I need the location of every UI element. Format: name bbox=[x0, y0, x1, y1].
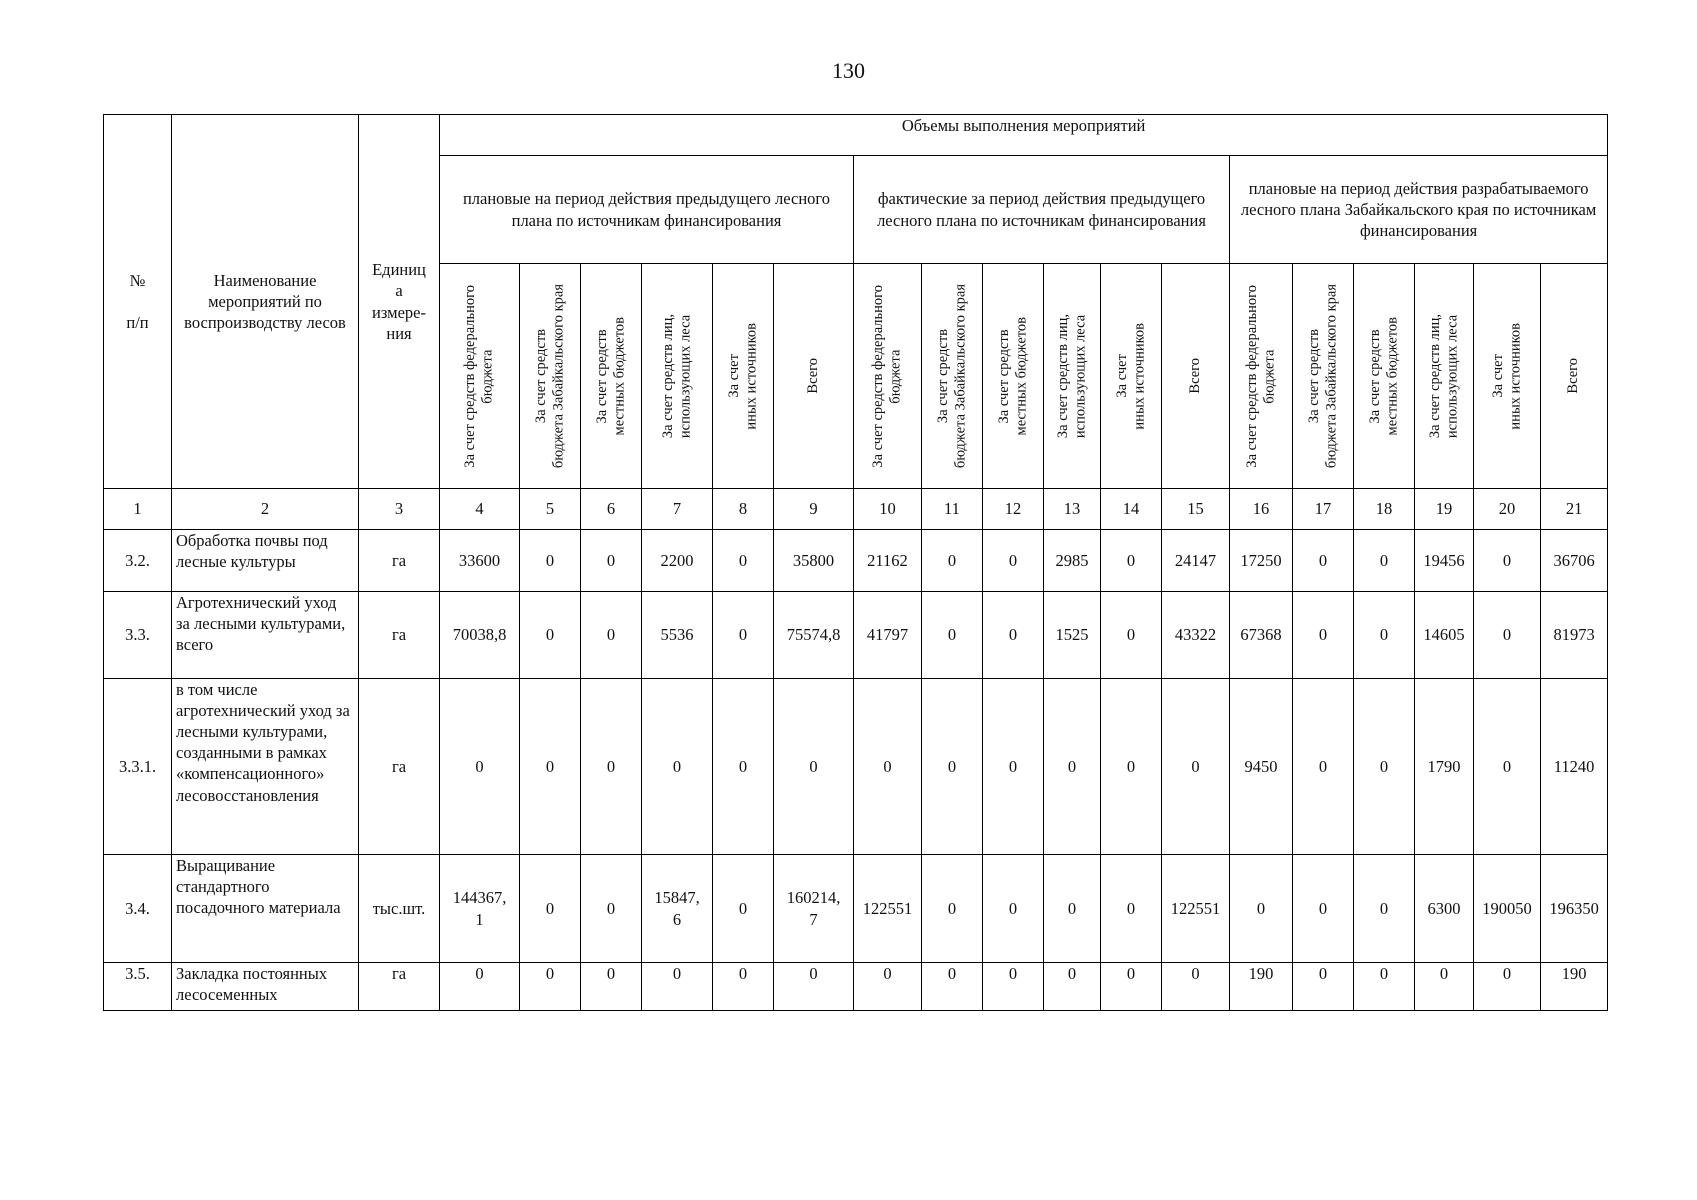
value-cell: 41797 bbox=[854, 592, 922, 679]
value-cell: 24147 bbox=[1162, 530, 1230, 592]
value-cell: 67368 bbox=[1230, 592, 1293, 679]
column-number: 5 bbox=[520, 489, 581, 530]
column-number: 15 bbox=[1162, 489, 1230, 530]
row-name-cell: Обработка почвы под лесные культуры bbox=[172, 530, 359, 592]
column-number: 20 bbox=[1474, 489, 1541, 530]
value-cell: 2200 bbox=[642, 530, 713, 592]
value-cell: 1790 bbox=[1415, 679, 1474, 855]
value-cell: 0 bbox=[1293, 679, 1354, 855]
header-sub-label: Всего bbox=[804, 358, 821, 394]
value-cell: 0 bbox=[1474, 963, 1541, 1011]
value-cell: 70038,8 bbox=[440, 592, 520, 679]
value-cell: 0 bbox=[1354, 855, 1415, 963]
page-number: 130 bbox=[832, 58, 865, 83]
value-cell: 0 bbox=[1354, 530, 1415, 592]
value-cell: 122551 bbox=[854, 855, 922, 963]
header-sub-total-group-3 bbox=[1541, 264, 1608, 489]
header-group-actual-previous: фактические за период действия предыдущего лесного плана по источникам финансирования bbox=[854, 156, 1230, 264]
table-row bbox=[104, 592, 1608, 679]
header-col-no: № п/п bbox=[104, 115, 172, 489]
row-name-cell: в том числе агротехнический уход за лесными культурами, созданными в рамках «компенсационного» лесовосстановления bbox=[172, 679, 359, 855]
column-number: 7 bbox=[642, 489, 713, 530]
header-sub-label: За счет средств бюджета Забайкальского края bbox=[1305, 283, 1339, 469]
column-number: 10 bbox=[854, 489, 922, 530]
value-cell: 75574,8 bbox=[774, 592, 854, 679]
value-cell: 9450 bbox=[1230, 679, 1293, 855]
value-cell: 0 bbox=[922, 530, 983, 592]
header-sub-label: За счет средств лиц, использующих леса bbox=[659, 313, 693, 439]
value-cell: 0 bbox=[1162, 679, 1230, 855]
header-sub-local-budget-group-2 bbox=[983, 264, 1044, 489]
value-cell: 0 bbox=[983, 592, 1044, 679]
column-number: 8 bbox=[713, 489, 774, 530]
header-sub-forest-users-group-2 bbox=[1044, 264, 1101, 489]
value-cell: 0 bbox=[713, 963, 774, 1011]
value-cell: 0 bbox=[520, 963, 581, 1011]
table-body bbox=[104, 530, 1608, 1011]
column-number: 1 bbox=[104, 489, 172, 530]
header-sub-total-group-1 bbox=[774, 264, 854, 489]
value-cell: 0 bbox=[713, 592, 774, 679]
value-cell: 122551 bbox=[1162, 855, 1230, 963]
row-name-cell: Закладка постоянных лесосеменных bbox=[172, 963, 359, 1011]
header-sub-label: Всего bbox=[1565, 358, 1582, 394]
value-cell: 5536 bbox=[642, 592, 713, 679]
forest-reproduction-table bbox=[103, 114, 1608, 1011]
table-row bbox=[104, 855, 1608, 963]
value-cell: 0 bbox=[440, 963, 520, 1011]
row-unit-cell: тыс.шт. bbox=[359, 855, 440, 963]
header-sub-local-budget-group-3 bbox=[1354, 264, 1415, 489]
column-number: 11 bbox=[922, 489, 983, 530]
value-cell: 0 bbox=[1354, 963, 1415, 1011]
header-sub-label: За счет средств бюджета Забайкальского края bbox=[532, 283, 566, 469]
value-cell: 0 bbox=[520, 679, 581, 855]
value-cell: 0 bbox=[581, 855, 642, 963]
value-cell: 0 bbox=[922, 592, 983, 679]
value-cell: 15847, 6 bbox=[642, 855, 713, 963]
header-sub-forest-users-group-1 bbox=[642, 264, 713, 489]
header-sub-local-budget-group-1 bbox=[581, 264, 642, 489]
header-sub-total-group-2 bbox=[1162, 264, 1230, 489]
value-cell: 0 bbox=[520, 530, 581, 592]
header-sub-label: За счет средств местных бюджетов bbox=[1366, 316, 1400, 436]
header-sub-regional-budget-group-3 bbox=[1293, 264, 1354, 489]
table-row bbox=[104, 679, 1608, 855]
row-number-cell: 3.3.1. bbox=[104, 679, 172, 855]
column-number: 21 bbox=[1541, 489, 1608, 530]
header-col-unit: Единиц а измере- ния bbox=[359, 115, 440, 489]
value-cell: 81973 bbox=[1541, 592, 1608, 679]
row-name-cell: Выращивание стандартного посадочного материала bbox=[172, 855, 359, 963]
value-cell: 0 bbox=[983, 963, 1044, 1011]
value-cell: 144367, 1 bbox=[440, 855, 520, 963]
header-sub-label: За счет средств бюджета Забайкальского края bbox=[934, 283, 968, 469]
header-column-numbers bbox=[104, 489, 1608, 530]
value-cell: 0 bbox=[774, 963, 854, 1011]
header-group-planned-previous: плановые на период действия предыдущего лесного плана по источникам финансирования bbox=[440, 156, 854, 264]
header-sub-label: За счет иных источников bbox=[1113, 322, 1147, 430]
value-cell: 0 bbox=[983, 679, 1044, 855]
value-cell: 0 bbox=[440, 679, 520, 855]
value-cell: 190 bbox=[1230, 963, 1293, 1011]
header-sub-label: За счет средств лиц, использующих леса bbox=[1426, 313, 1460, 439]
row-unit-cell: га bbox=[359, 592, 440, 679]
column-number: 14 bbox=[1101, 489, 1162, 530]
table-row bbox=[104, 963, 1608, 1011]
column-number: 18 bbox=[1354, 489, 1415, 530]
value-cell: 6300 bbox=[1415, 855, 1474, 963]
column-number: 16 bbox=[1230, 489, 1293, 530]
value-cell: 0 bbox=[1044, 855, 1101, 963]
value-cell: 0 bbox=[922, 963, 983, 1011]
row-unit-cell: га bbox=[359, 530, 440, 592]
column-number: 17 bbox=[1293, 489, 1354, 530]
value-cell: 0 bbox=[1474, 530, 1541, 592]
value-cell: 36706 bbox=[1541, 530, 1608, 592]
value-cell: 0 bbox=[1293, 855, 1354, 963]
row-number-cell: 3.3. bbox=[104, 592, 172, 679]
value-cell: 0 bbox=[983, 855, 1044, 963]
value-cell: 0 bbox=[1415, 963, 1474, 1011]
value-cell: 0 bbox=[1474, 592, 1541, 679]
value-cell: 0 bbox=[1101, 592, 1162, 679]
value-cell: 0 bbox=[642, 679, 713, 855]
value-cell: 190050 bbox=[1474, 855, 1541, 963]
column-number: 19 bbox=[1415, 489, 1474, 530]
value-cell: 2985 bbox=[1044, 530, 1101, 592]
value-cell: 43322 bbox=[1162, 592, 1230, 679]
value-cell: 0 bbox=[1101, 855, 1162, 963]
column-number: 2 bbox=[172, 489, 359, 530]
header-col-name: Наименование мероприятий по воспроизводству лесов bbox=[172, 115, 359, 489]
header-sub-label: За счет средств федерального бюджета bbox=[462, 284, 496, 468]
value-cell: 0 bbox=[1044, 679, 1101, 855]
header-sub-label: За счет средств федерального бюджета bbox=[870, 284, 904, 468]
column-number: 13 bbox=[1044, 489, 1101, 530]
header-sub-other-sources-group-2 bbox=[1101, 264, 1162, 489]
value-cell: 0 bbox=[1101, 530, 1162, 592]
header-sub-other-sources-group-1 bbox=[713, 264, 774, 489]
value-cell: 1525 bbox=[1044, 592, 1101, 679]
header-sub-label: За счет средств местных бюджетов bbox=[995, 316, 1029, 436]
table-row bbox=[104, 530, 1608, 592]
header-sub-regional-budget-group-1 bbox=[520, 264, 581, 489]
value-cell: 0 bbox=[1230, 855, 1293, 963]
value-cell: 0 bbox=[854, 679, 922, 855]
value-cell: 33600 bbox=[440, 530, 520, 592]
value-cell: 160214, 7 bbox=[774, 855, 854, 963]
value-cell: 0 bbox=[581, 530, 642, 592]
value-cell: 0 bbox=[713, 855, 774, 963]
row-unit-cell: га bbox=[359, 963, 440, 1011]
value-cell: 19456 bbox=[1415, 530, 1474, 592]
header-sub-federal-budget-group-1 bbox=[440, 264, 520, 489]
header-group-planned-new: плановые на период действия разрабатываемого лесного плана Забайкальского края по источникам финансирования bbox=[1230, 156, 1608, 264]
value-cell: 0 bbox=[983, 530, 1044, 592]
row-number-cell: 3.2. bbox=[104, 530, 172, 592]
value-cell: 0 bbox=[1162, 963, 1230, 1011]
value-cell: 0 bbox=[642, 963, 713, 1011]
header-sub-regional-budget-group-2 bbox=[922, 264, 983, 489]
column-number: 4 bbox=[440, 489, 520, 530]
value-cell: 0 bbox=[1293, 530, 1354, 592]
header-sub-label: За счет средств федерального бюджета bbox=[1243, 284, 1277, 468]
value-cell: 0 bbox=[1044, 963, 1101, 1011]
row-unit-cell: га bbox=[359, 679, 440, 855]
header-sub-label: За счет иных источников bbox=[725, 322, 759, 430]
value-cell: 0 bbox=[713, 530, 774, 592]
value-cell: 0 bbox=[581, 963, 642, 1011]
header-sub-federal-budget-group-3 bbox=[1230, 264, 1293, 489]
value-cell: 17250 bbox=[1230, 530, 1293, 592]
column-number: 12 bbox=[983, 489, 1044, 530]
value-cell: 0 bbox=[922, 855, 983, 963]
value-cell: 0 bbox=[713, 679, 774, 855]
value-cell: 0 bbox=[1101, 963, 1162, 1011]
value-cell: 14605 bbox=[1415, 592, 1474, 679]
value-cell: 0 bbox=[1354, 679, 1415, 855]
value-cell: 0 bbox=[1354, 592, 1415, 679]
column-number: 3 bbox=[359, 489, 440, 530]
value-cell: 0 bbox=[1474, 679, 1541, 855]
header-volumes-title: Объемы выполнения мероприятий bbox=[440, 115, 1608, 156]
value-cell: 0 bbox=[774, 679, 854, 855]
table-header bbox=[104, 115, 1608, 530]
header-sub-label: За счет средств лиц, использующих леса bbox=[1054, 313, 1088, 439]
header-sub-label: За счет иных источников bbox=[1489, 322, 1523, 430]
row-name-cell: Агротехнический уход за лесными культурами, всего bbox=[172, 592, 359, 679]
header-sub-federal-budget-group-2 bbox=[854, 264, 922, 489]
value-cell: 0 bbox=[581, 679, 642, 855]
header-sub-forest-users-group-3 bbox=[1415, 264, 1474, 489]
value-cell: 0 bbox=[581, 592, 642, 679]
value-cell: 11240 bbox=[1541, 679, 1608, 855]
value-cell: 0 bbox=[1293, 592, 1354, 679]
value-cell: 35800 bbox=[774, 530, 854, 592]
header-sub-label: За счет средств местных бюджетов bbox=[593, 316, 627, 436]
value-cell: 0 bbox=[1101, 679, 1162, 855]
value-cell: 190 bbox=[1541, 963, 1608, 1011]
row-number-cell: 3.4. bbox=[104, 855, 172, 963]
column-number: 9 bbox=[774, 489, 854, 530]
value-cell: 0 bbox=[922, 679, 983, 855]
row-number-cell: 3.5. bbox=[104, 963, 172, 1011]
value-cell: 21162 bbox=[854, 530, 922, 592]
value-cell: 0 bbox=[854, 963, 922, 1011]
value-cell: 0 bbox=[520, 592, 581, 679]
value-cell: 196350 bbox=[1541, 855, 1608, 963]
value-cell: 0 bbox=[1293, 963, 1354, 1011]
header-sub-other-sources-group-3 bbox=[1474, 264, 1541, 489]
column-number: 6 bbox=[581, 489, 642, 530]
header-sub-label: Всего bbox=[1186, 358, 1203, 394]
value-cell: 0 bbox=[520, 855, 581, 963]
